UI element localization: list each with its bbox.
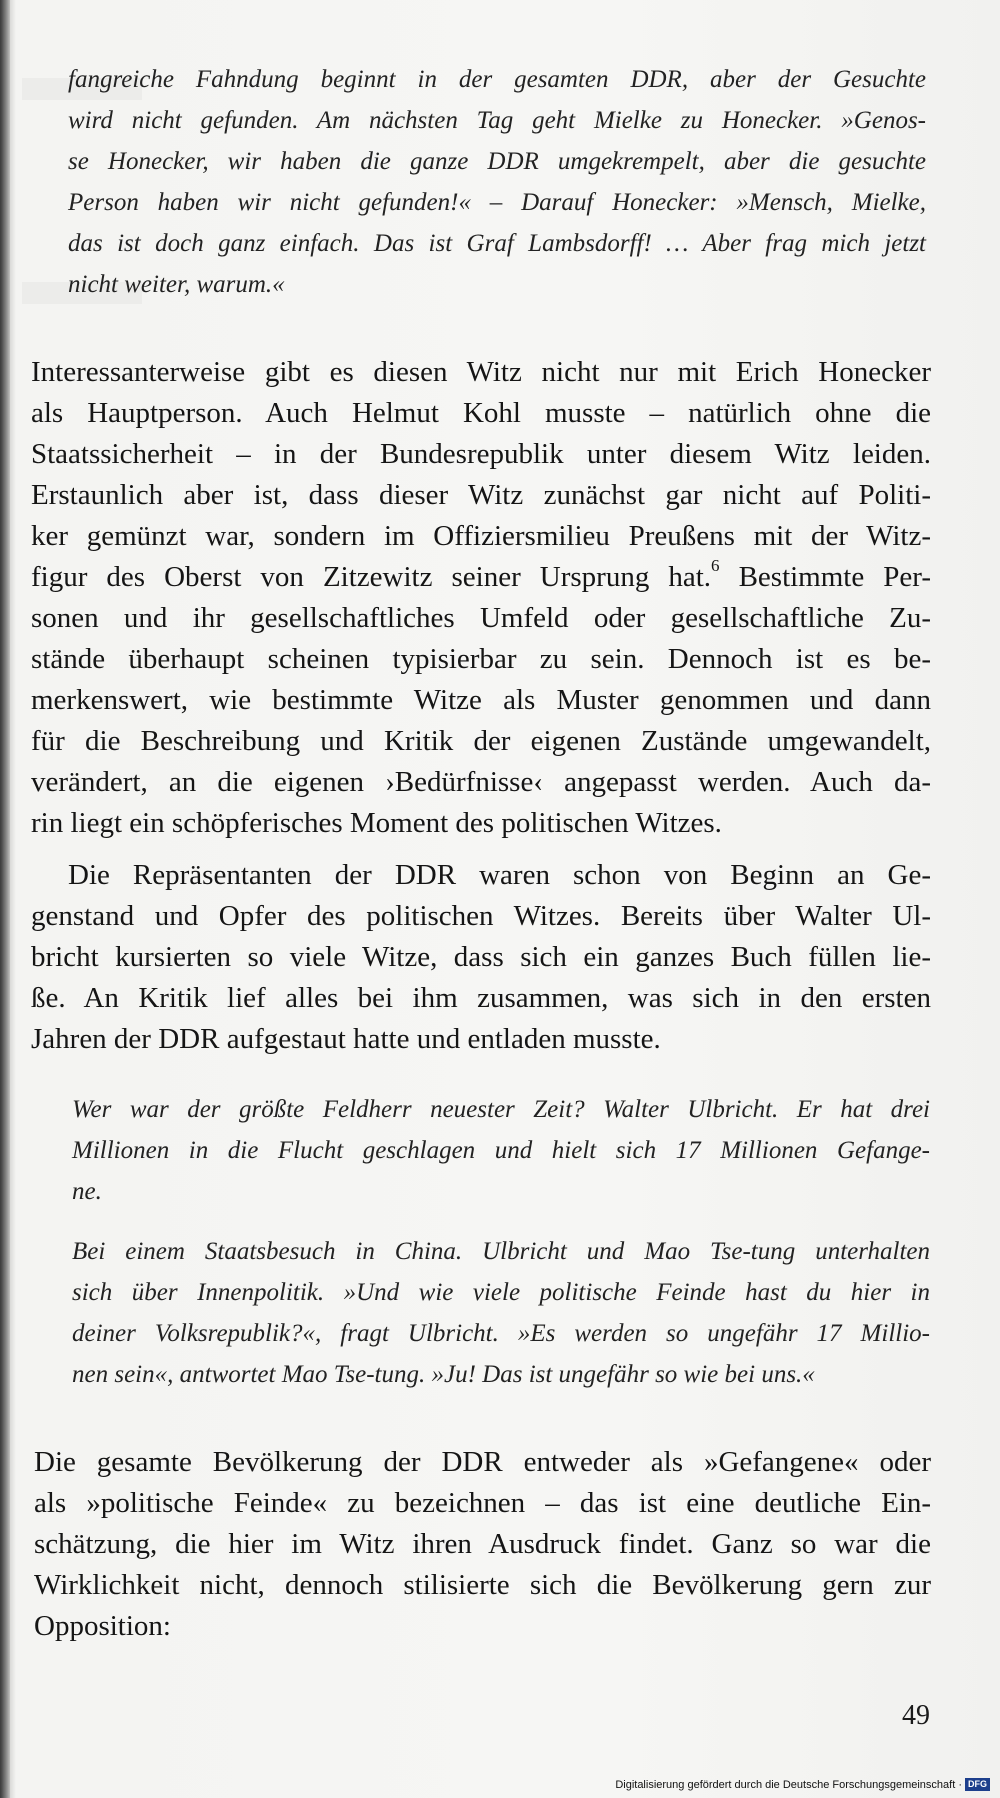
text-line: Erstaunlich aber ist, dass dieser Witz zunächst gar nicht auf Politi- [31, 479, 931, 511]
text-fragment: figur des Oberst von Zitzewitz seiner Ursprung hat. [31, 561, 712, 593]
text-line: deiner Volksrepublik?«, fragt Ulbricht. »Es werden so ungefähr 17 Millio- [72, 1320, 930, 1347]
dfg-logo: DFG [965, 1778, 990, 1791]
text-line: Wirklichkeit nicht, dennoch stilisierte sich die Bevölkerung gern zur [34, 1569, 931, 1601]
text-line: nicht weiter, warum.« [68, 271, 285, 298]
text-line: sonen und ihr gesellschaftliches Umfeld oder gesellschaftliche Zu- [31, 602, 931, 634]
text-line-with-footnote [31, 556, 931, 594]
text-line: merkenswert, wie bestimmte Witze als Muster genommen und dann [31, 684, 931, 716]
text-line: Staatssicherheit – in der Bundesrepublik unter diesem Witz leiden. [31, 438, 931, 470]
text-line: bricht kursierten so viele Witze, dass sich ein ganzes Buch füllen lie- [31, 941, 931, 973]
text-line: ße. An Kritik lief alles bei ihm zusammen, was sich in den ersten [31, 982, 931, 1014]
text-line: als »politische Feinde« zu bezeichnen – das ist eine deutliche Ein- [34, 1487, 931, 1519]
text-line: Millionen in die Flucht geschlagen und hielt sich 17 Millionen Gefange- [72, 1137, 930, 1164]
text-line: sich über Innenpolitik. »Und wie viele politische Feinde hast du hier in [72, 1279, 930, 1306]
text-line: wird nicht gefunden. Am nächsten Tag geht Mielke zu Honecker. »Genos- [68, 107, 926, 134]
text-line: rin liegt ein schöpferisches Moment des politischen Witzes. [31, 807, 722, 839]
text-line: für die Beschreibung und Kritik der eigenen Zustände umgewandelt, [31, 725, 931, 757]
footnote-reference[interactable]: 6 [711, 556, 720, 576]
text-line: Bei einem Staatsbesuch in China. Ulbricht und Mao Tse-tung unterhalten [72, 1238, 930, 1265]
text-line: nen sein«, antwortet Mao Tse-tung. »Ju! Das ist ungefähr so wie bei uns.« [72, 1361, 815, 1388]
text-line: genstand und Opfer des politischen Witzes. Bereits über Walter Ul- [31, 900, 931, 932]
text-line: Wer war der größte Feldherr neuester Zeit? Walter Ulbricht. Er hat drei [72, 1096, 930, 1123]
text-line: ne. [72, 1178, 102, 1205]
text-line: Die Repräsentanten der DDR waren schon von Beginn an Ge- [68, 859, 931, 891]
spine-shadow [0, 0, 10, 1798]
text-line: stände überhaupt scheinen typisierbar zu sein. Dennoch ist es be- [31, 643, 931, 675]
text-line: Interessanterweise gibt es diesen Witz nicht nur mit Erich Honecker [31, 356, 931, 388]
page-number: 49 [902, 1700, 930, 1731]
text-line: verändert, an die eigenen ›Bedürfnisse‹ angepasst werden. Auch da- [31, 766, 931, 798]
text-line: fangreiche Fahndung beginnt in der gesamten DDR, aber der Gesuchte [68, 66, 926, 93]
digitization-footer [615, 1778, 990, 1791]
text-line: Person haben wir nicht gefunden!« – Darauf Honecker: »Mensch, Mielke, [68, 189, 926, 216]
text-line: Opposition: [34, 1610, 171, 1642]
text-fragment: Bestimmte Per- [719, 561, 931, 593]
text-line: ker gemünzt war, sondern im Offiziersmilieu Preußens mit der Witz- [31, 520, 931, 552]
footer-text: Digitalisierung gefördert durch die Deutsche Forschungsgemeinschaft · [615, 1778, 962, 1791]
text-line: als Hauptperson. Auch Helmut Kohl musste – natürlich ohne die [31, 397, 931, 429]
text-line: Jahren der DDR aufgestaut hatte und entladen musste. [31, 1023, 661, 1055]
text-line: Die gesamte Bevölkerung der DDR entweder als »Gefangene« oder [34, 1446, 931, 1478]
text-line: schätzung, die hier im Witz ihren Ausdruck findet. Ganz so war die [34, 1528, 931, 1560]
text-line: se Honecker, wir haben die ganze DDR umgekrempelt, aber die gesuchte [68, 148, 926, 175]
text-line: das ist doch ganz einfach. Das ist Graf Lambsdorff! … Aber frag mich jetzt [68, 230, 926, 257]
